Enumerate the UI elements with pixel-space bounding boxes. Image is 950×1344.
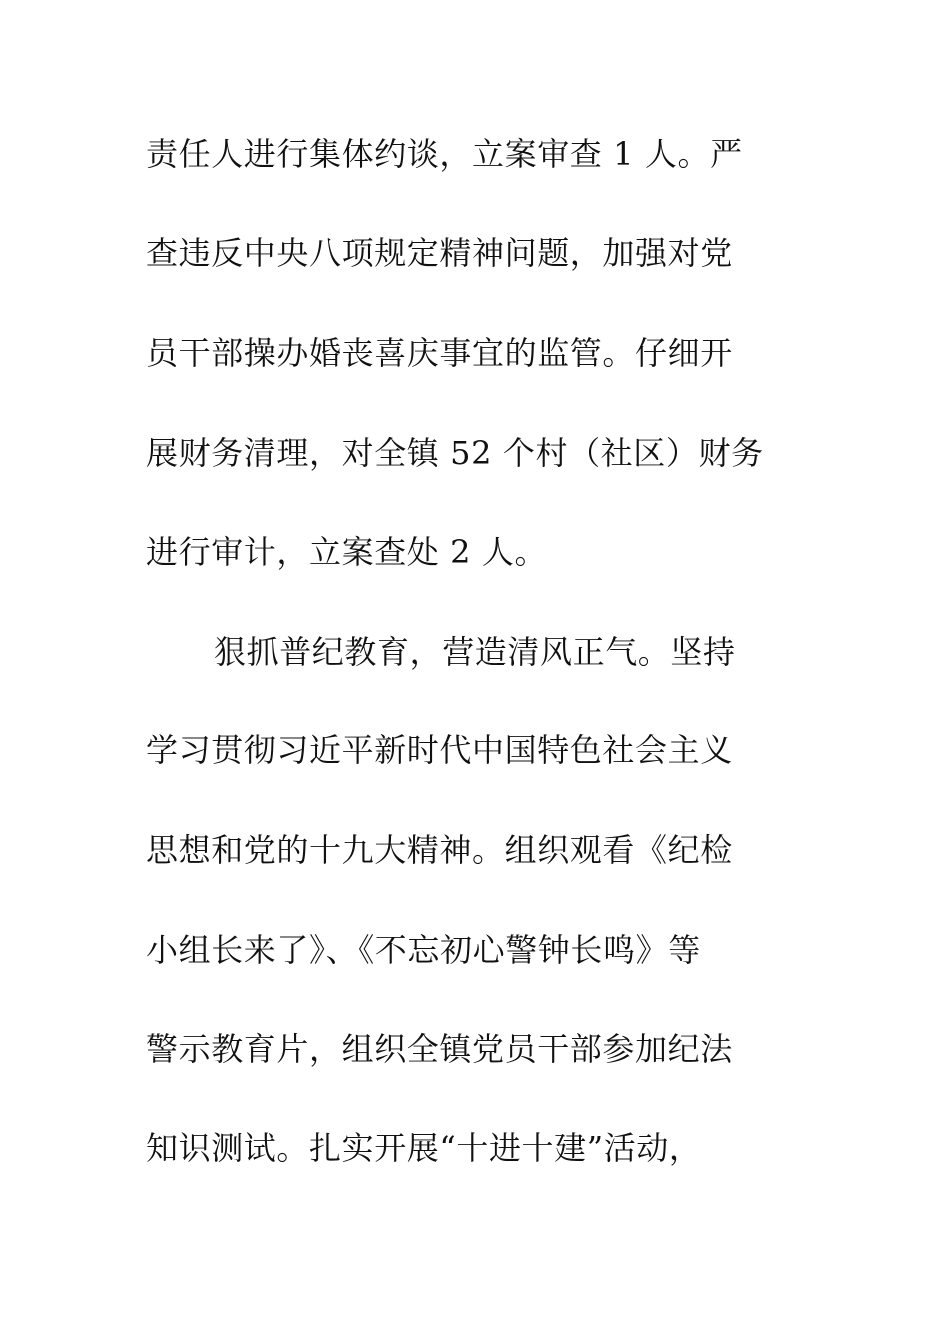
- paragraph-line: 展财务清理，对全镇 52 个村（社区）财务: [146, 434, 764, 472]
- paragraph-line: 进行审计，立案查处 2 人。: [146, 533, 548, 571]
- paragraph-line: 责任人进行集体约谈，立案审查 1 人。严: [146, 135, 743, 173]
- paragraph-line: 查违反中央八项规定精神问题，加强对党: [146, 234, 733, 272]
- paragraph-first-line: 狠抓普纪教育，营造清风正气。坚持: [214, 633, 736, 671]
- paragraph-line: 员干部操办婚丧喜庆事宜的监管。仔细开: [146, 334, 733, 372]
- paragraph-line: 知识测试。扎实开展“十进十建”活动，: [146, 1129, 702, 1167]
- paragraph-line: 学习贯彻习近平新时代中国特色社会主义: [146, 731, 733, 769]
- paragraph-line: 小组长来了》、《不忘初心警钟长鸣》等: [146, 931, 701, 969]
- paragraph-line: 思想和党的十九大精神。组织观看《纪检: [146, 831, 733, 869]
- paragraph-line: 警示教育片，组织全镇党员干部参加纪法: [146, 1030, 733, 1068]
